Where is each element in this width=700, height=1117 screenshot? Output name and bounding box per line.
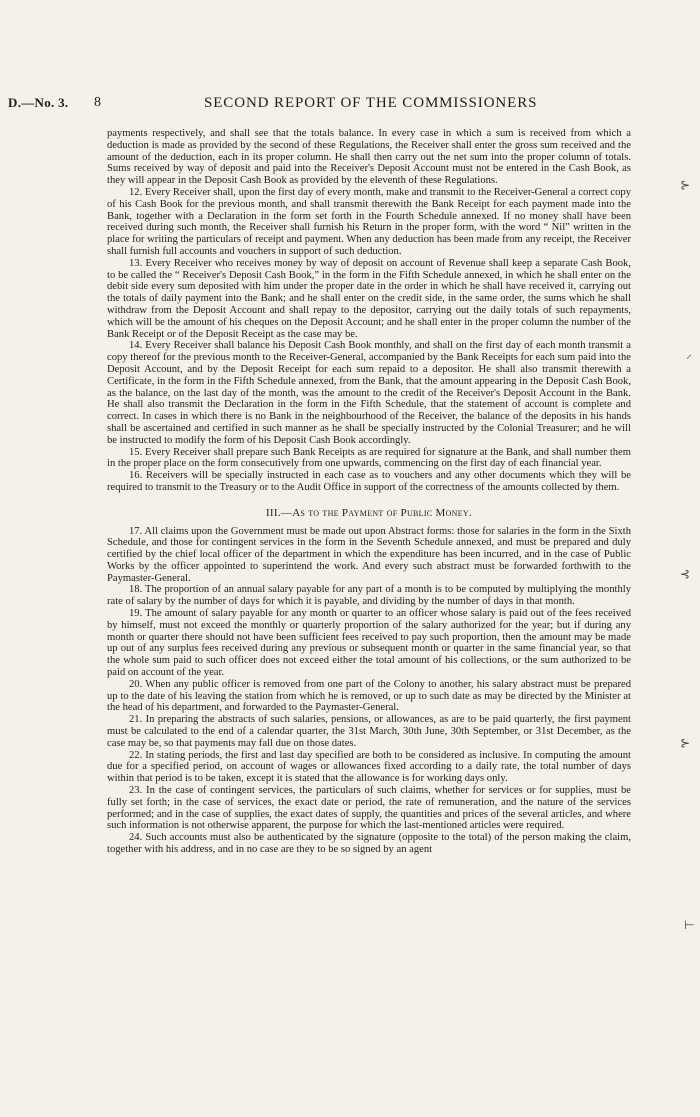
paragraph-16: 16. Receivers will be specially instructed in each case as to vouchers and any other documents which they will be required to transmit to the Treasury or to the Audit Office in support of the correctness of the amounts collected by them. [107,470,631,493]
paragraph-22: 22. In stating periods, the first and last day specified are both to be considered as inclusive. In computing the amount due for a specified period, on account of wages or allowances fixed according to a daily rate, the total number of days within that period is to be taken, except it is stated that the allowance is for working days only. [107,749,631,785]
page-number: 8 [94,95,102,110]
margin-mark-icon: ⊢ [684,918,695,932]
paragraph-17: 17. All claims upon the Government must be made out upon Abstract forms: those for salaries in the form in the Sixth Schedule, and those for contingent services in the form in the Seventh Schedule annexed, and must be prepared and duly certified by the chief local officer of the department in which the expenditure has been incurred, and in the case of Public Works by the officer appointed to superintend the work. And every such abstract must be forwarded forthwith to the Paymaster-General. [107,525,631,584]
paragraph-15: 15. Every Receiver shall prepare such Bank Receipts as are required for signature at the Bank, and shall number them in the proper place on the form consecutively from one upwards, commencing on the first day of each financial year. [107,446,631,470]
section-title: As to the Payment of Public Money. [292,506,473,519]
margin-mark-icon: ⊱ [680,178,691,192]
paragraph-14: 14. Every Receiver shall balance his Deposit Cash Book monthly, and shall on the first day of each month transmit a copy thereof for the previous month to the Receiver-General, accompanied by the Bank Receipts for each sum paid into the Deposit Account, and by the Deposit Receipt for each sum repaid to a depositor. He shall also transmit therewith a Certificate, in the form in the Fifth Schedule annexed, from the Bank, that the amount appearing in the Deposit Cash Book, as the balance, on the last day of the month, was the amount to the credit of the Receiver's Deposit Account in the Bank. He shall also transmit the Declaration in the form in the Fifth Schedule, that the statement of account is complete and correct. In cases in which there is no Bank in the neighbourhood of the Receiver, the balance of the deposits in his hands shall be ascertained and certified in such manner as he shall be specially instructed by the Colonial Treasurer; and he will be instructed to modify the form of his Deposit Cash Book accordingly. [107,340,631,446]
page-header [8,95,680,115]
paragraph-19: 19. The amount of salary payable for any month or quarter to an officer whose salary is paid out of the fees received by himself, must not exceed the monthly or quarterly proportion of the salary authorized for the year; but if during any month or quarter there should not have been sufficient fees received to pay such proportion, then the amount may be made up out of any surplus fees received during any previous or subsequent month or quarter in the same financial year, so that the whole sum paid to such officer does not exceed either the total amount of his collections, or the sum authorized to be paid on account of the year. [107,608,631,679]
paragraph-continued: payments respectively, and shall see that the totals balance. In every case in which a sum is received from which a deduction is made as provided by the second of these Regulations, the Receiver shall enter the gross sum received and the amount of the deduction, each in its proper column. He shall then carry out the net sum into the proper column of totals. Sums received by way of deposit and paid into the Receiver's Deposit Account must not be entered in the Cash Book, as they will appear in the Deposit Cash Book as provided by the eleventh of these Regulations. [107,128,631,187]
paragraph-18: 18. The proportion of an annual salary payable for any part of a month is to be computed by multiplying the monthly rate of salary by the number of days for which it is payable, and dividing by the number of days in that month. [107,584,631,608]
paragraph-13: 13. Every Receiver who receives money by way of deposit on account of Revenue shall keep a separate Cash Book, to be called the “ Receiver's Deposit Cash Book,” in the form in the Fifth Schedule annexed, in which he shall enter on the debit side every sum deposited with him under the proper date in the order in which he shall have received it, carrying out the totals of daily payment into the Bank; and he shall enter on the credit side, in the same order, the sums which he shall withdraw from the Deposit Account and shall repay to the depositor, carrying out the daily totals of such repayments, which will be the amount of his cheques on the Deposit Account; and he shall enter in the proper column the number of the Bank Receipt or of the Deposit Receipt as the case may be. [107,257,631,340]
paragraph-21: 21. In preparing the abstracts of such salaries, pensions, or allowances, as are to be paid quarterly, the first payment must be calculated to the end of a calendar quarter, the 31st March, 30th June, 30th September, or 31st December, as the case may be, so that payments may fall due on those dates. [107,714,631,749]
paragraph-23: 23. In the case of contingent services, the particulars of such claims, whether for services or for supplies, must be fully set forth; in the case of services, the exact date or period, the rate of remuneration, and the nature of the services performed; and in the case of supplies, the exact dates of supply, the quantities and prices of the several articles, and where such information is not otherwise apparent, the purpose for which the last-mentioned articles were required. [107,785,631,832]
paragraph-20: 20. When any public officer is removed from one part of the Colony to another, his salary abstract must be prepared up to the date of his leaving the station from which he is removed, or up to such date as may be directed by the Minister at the head of his department, and forwarded to the Paymaster-General. [107,678,631,714]
running-title: SECOND REPORT OF THE COMMISSIONERS [204,95,538,111]
paragraph-12: 12. Every Receiver shall, upon the first day of every month, make and transmit to the Receiver-General a correct copy of his Cash Book for the previous month, and shall transmit therewith the Bank Receipt for each payment made into the Bank, together with a Declaration in the form set forth in the Fourth Schedule annexed. If no money shall have been received during such month, the Receiver shall furnish his Return in the proper form, with the word “ Nil” written in the place for writing the particulars of receipt and payment. When any deduction has been made from any receipt, the Receiver shall furnish full accounts and vouchers in support of such deduction. [107,186,631,257]
margin-mark-icon: ⊱ [680,736,691,750]
margin-mark-icon: ⊰ [680,567,691,581]
document-reference: D.—No. 3. [8,95,69,110]
paragraph-24: 24. Such accounts must also be authenticated by the signature (opposite to the total) of the person making the claim, together with his address, and in no case are they to be so signed by an agent [107,832,631,856]
margin-mark-icon: ⸝ [686,347,693,361]
section-heading [107,508,631,520]
body-text [107,128,631,856]
section-numeral: III.— [265,506,293,519]
